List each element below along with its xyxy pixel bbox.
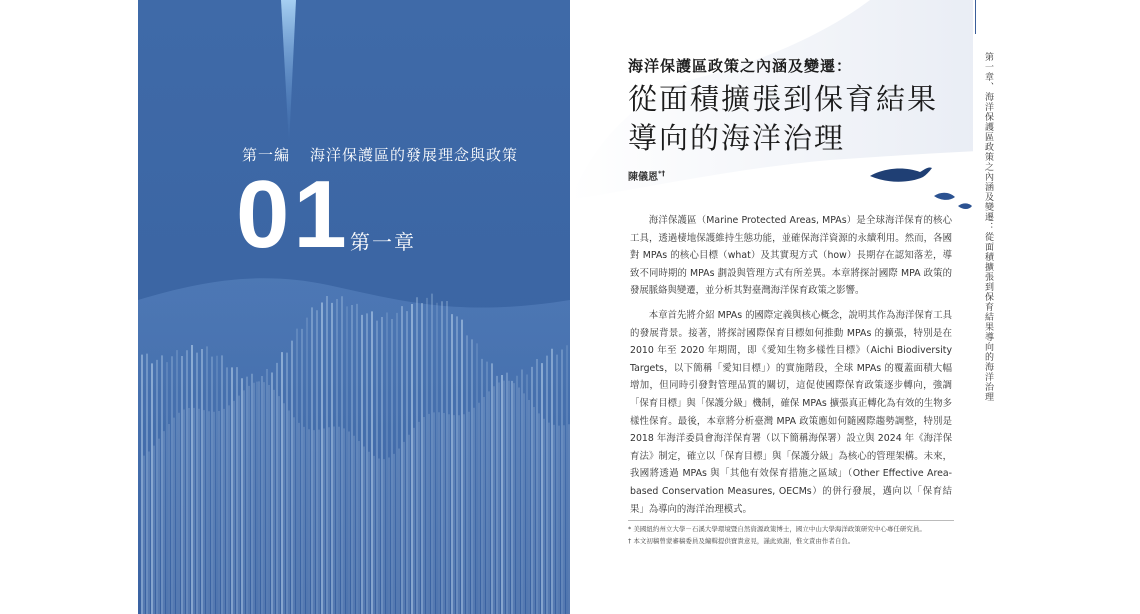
wave-pattern: [138, 0, 570, 614]
body-text: [630, 212, 952, 525]
author-line: [628, 168, 665, 183]
whale-small-icon: [934, 193, 955, 200]
whale-small-icon-2: [958, 203, 972, 209]
footnote: * 美國紐約州立大學－石溪大學環境暨自然資源政策博士，國立中山大學海洋政策研究中心專任研究員。: [628, 525, 926, 533]
footnote: † 本文初稿曾蒙審稿委員及編輯提供寶貴意見，謹此致謝，惟文責由作者自負。: [628, 537, 855, 545]
author-footnote-marks: *†: [658, 169, 666, 178]
chapter-number: 01: [236, 161, 351, 268]
author-name: 陳儀恩: [628, 172, 658, 183]
chapter-subtitle: 海洋保護區政策之內涵及變遷：: [628, 57, 853, 75]
part-name: 海洋保護區的發展理念與政策: [310, 146, 519, 164]
whale-large-icon: [870, 167, 932, 181]
paragraph: 本章首先將介紹 MPAs 的國際定義與核心概念，說明其作為海洋保育工具的發展背景。接著，將探討國際保育目標如何推動 MPAs 的擴張，特別是在 2010 年至 2020 年期間，即《愛知生物多樣性目標》（Aichi Biodiversity Targets，以下簡稱「愛知目標」）的實施階段，全球 MPAs 的覆蓋面積大幅增加，但同時引發對管理品質的關切，這促使國際保育政策逐步轉向，強調「保育目標」與「保護分級」機制，確保 MPAs 擴張真正轉化為有效的生物多樣性保育。最後，本章將分析臺灣 MPA 政策應如何隨國際趨勢調整，特別是 2018 年海洋委員會海洋保育署（以下簡稱海保署）設立與 2024 年《海洋保育法》制定，確立以「保育目標」與「保護分級」為核心的管理架構。未來，我國將透過 MPAs 與「其他有效保育措施之區域」（Other Effective Area-based Conservation Measures, OECMs）的併行發展，邁向以「保育結果」為導向的海洋治理模式。: [630, 309, 952, 515]
chapter-title-line-1: 從面積擴張到保育結果: [628, 82, 939, 116]
chapter-cover-page: [138, 0, 570, 614]
chapter-title: [628, 80, 938, 158]
chapter-opening-page: [570, 0, 1002, 614]
part-prefix: 第一編: [242, 146, 291, 164]
footnotes: [628, 520, 954, 548]
running-head-bar: [973, 0, 1003, 614]
chapter-title-line-2: 導向的海洋治理: [628, 121, 846, 155]
chapter-label: 第一章: [350, 230, 416, 254]
side-rule: [975, 0, 976, 34]
running-head: 第一章、海洋保護區政策之內涵及變遷：從面積擴張到保育結果導向的海洋治理: [983, 52, 993, 402]
paragraph: 海洋保護區（Marine Protected Areas, MPAs）是全球海洋保育的核心工具，透過棲地保護維持生態功能，並確保海洋資源的永續利用。然而，各國對 MPAs 的核心目標（what）及其實現方式（how）長期存在認知落差，導致不同時期的 MPAs 劃設與管理方式有所差異。本章將探討國際 MPA 政策的發展脈絡與變遷，並分析其對臺灣海洋保育政策之影響。: [630, 215, 952, 297]
